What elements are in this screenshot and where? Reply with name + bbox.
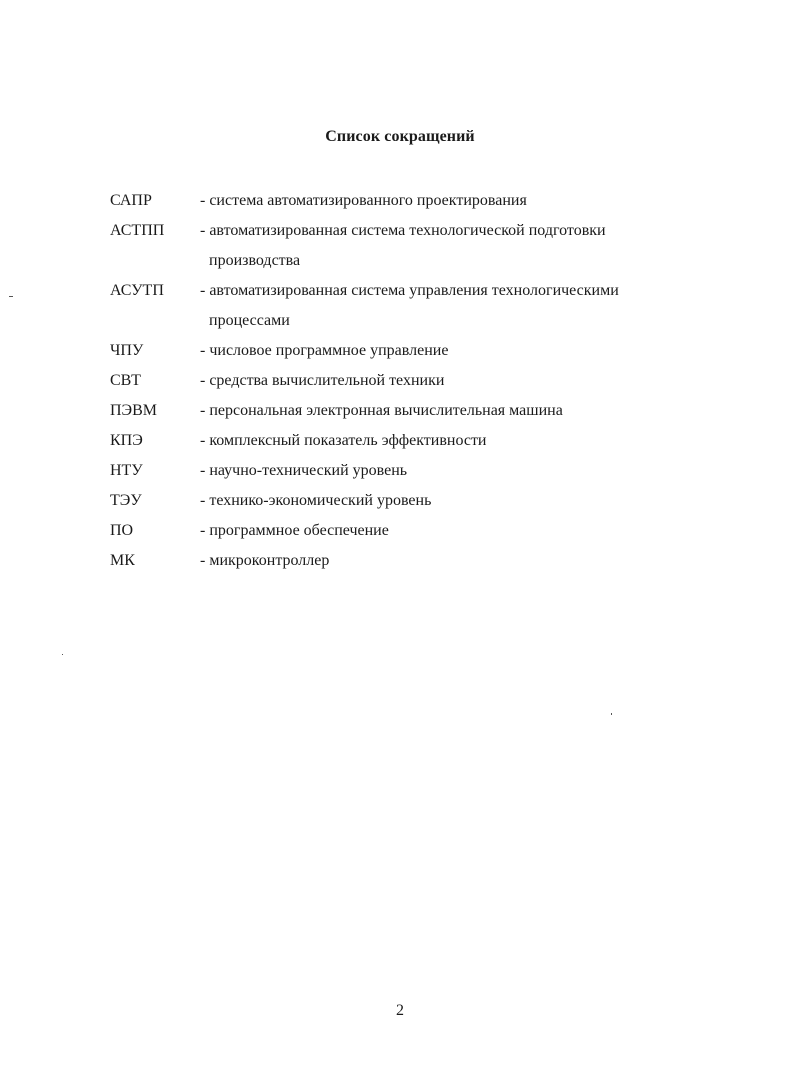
- abbreviation-term: НТУ: [110, 462, 143, 479]
- abbreviation-row: [110, 516, 700, 546]
- abbreviation-row: [110, 336, 700, 366]
- abbreviation-term: АСТПП: [110, 222, 165, 239]
- abbreviation-definition: [200, 426, 700, 456]
- abbreviation-definition: [200, 186, 700, 216]
- abbreviation-row: [110, 426, 700, 456]
- scan-speck: [9, 296, 13, 297]
- abbreviation-term: ПЭВМ: [110, 402, 158, 419]
- definition-text: - комплексный показатель эффективности: [200, 432, 487, 449]
- abbreviation-row: [110, 276, 700, 336]
- abbreviation-list: [110, 186, 700, 576]
- definition-text: - числовое программное управление: [200, 342, 449, 359]
- abbreviation-definition: [200, 366, 700, 396]
- definition-text: - микроконтроллер: [200, 552, 330, 569]
- abbreviation-definition: [200, 456, 700, 486]
- abbreviation-term: ЧПУ: [110, 342, 144, 359]
- abbreviation-row: [110, 456, 700, 486]
- abbreviation-definition: [200, 546, 700, 576]
- abbreviation-term: САПР: [110, 192, 152, 209]
- scan-speck: [611, 713, 612, 715]
- abbreviation-definition: [200, 216, 700, 276]
- definition-text: - программное обеспечение: [200, 522, 389, 539]
- scan-speck: [62, 654, 63, 655]
- abbreviation-row: [110, 486, 700, 516]
- page-title: Список сокращений: [325, 128, 475, 145]
- definition-text: - автоматизированная система управления технологическими: [200, 282, 619, 299]
- abbreviation-row: [110, 366, 700, 396]
- abbreviation-row: [110, 396, 700, 426]
- abbreviation-term: СВТ: [110, 372, 141, 389]
- definition-text: - технико-экономический уровень: [200, 492, 432, 509]
- abbreviation-row: [110, 216, 700, 276]
- definition-text: - автоматизированная система технологической подготовки: [200, 222, 606, 239]
- abbreviation-term: АСУТП: [110, 282, 164, 299]
- abbreviation-definition: [200, 276, 700, 336]
- definition-text: - персональная электронная вычислительная машина: [200, 402, 563, 419]
- abbreviation-definition: [200, 516, 700, 546]
- abbreviation-term: ТЭУ: [110, 492, 142, 509]
- definition-continuation: процессами: [209, 312, 290, 329]
- abbreviation-definition: [200, 336, 700, 366]
- definition-text: - научно-технический уровень: [200, 462, 408, 479]
- abbreviation-definition: [200, 396, 700, 426]
- abbreviation-row: [110, 186, 700, 216]
- abbreviation-term: ПО: [110, 522, 134, 539]
- definition-continuation: производства: [209, 252, 301, 269]
- definition-text: - система автоматизированного проектирования: [200, 192, 527, 209]
- abbreviation-definition: [200, 486, 700, 516]
- definition-text: - средства вычислительной техники: [200, 372, 445, 389]
- page-number: 2: [396, 1002, 404, 1019]
- abbreviation-term: МК: [110, 552, 135, 569]
- abbreviation-row: [110, 546, 700, 576]
- abbreviation-term: КПЭ: [110, 432, 143, 449]
